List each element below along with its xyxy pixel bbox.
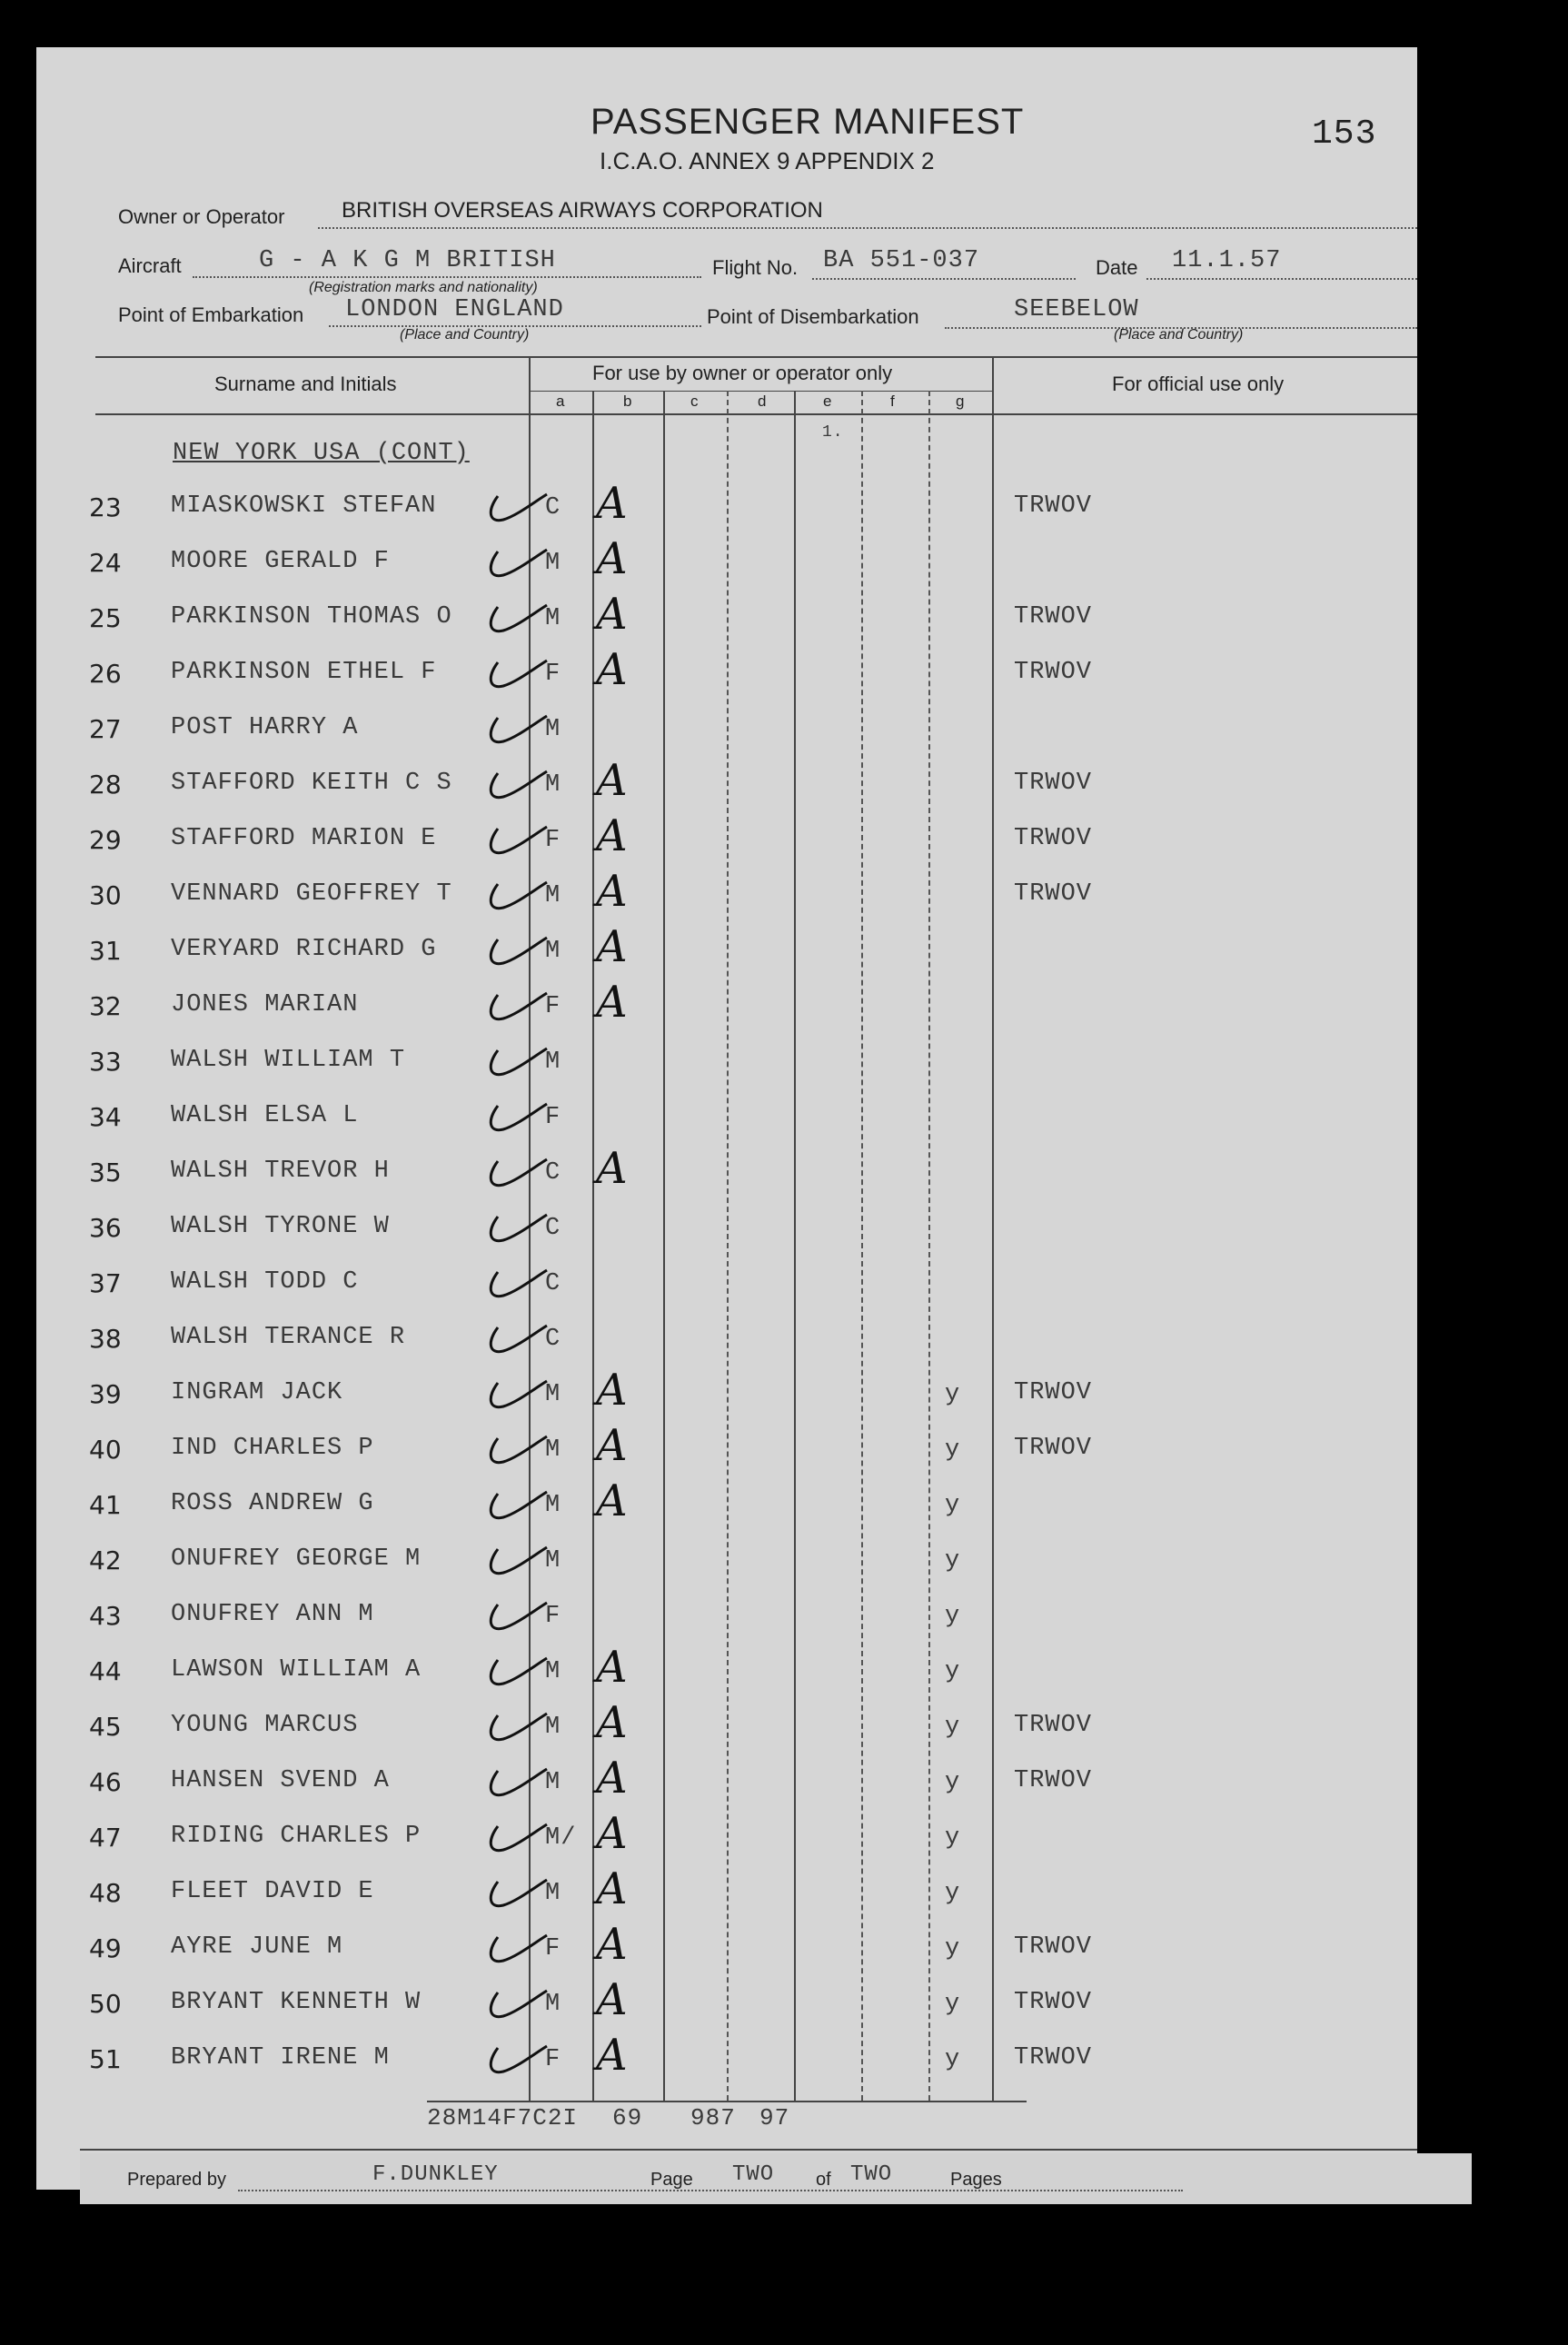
sex-code: M: [545, 1436, 561, 1464]
sex-code: M: [545, 1547, 561, 1575]
official-code: TRWOV: [1014, 659, 1093, 686]
row-number: 27: [89, 714, 122, 744]
page-number: 153: [1312, 114, 1377, 154]
check-mark-icon: [480, 1481, 552, 1526]
sex-code: M: [545, 1048, 561, 1076]
date-value: 11.1.57: [1172, 247, 1282, 274]
check-mark-icon: [480, 927, 552, 972]
handwritten-mark: A: [596, 1974, 628, 2025]
sex-code: M: [545, 1769, 561, 1796]
passenger-name: WALSH TODD C: [171, 1268, 359, 1296]
sex-code: M: [545, 938, 561, 965]
row-number: 48: [89, 1878, 122, 1908]
row-number: 25: [89, 603, 122, 633]
flight-value: BA 551-037: [823, 247, 980, 274]
row-number: 47: [89, 1823, 122, 1853]
passenger-name: BRYANT IRENE M: [171, 2044, 390, 2072]
prepared-label: Prepared by: [127, 2170, 226, 2190]
handwritten-mark: A: [596, 2030, 628, 2081]
of-value: TWO: [850, 2162, 893, 2187]
col-b-letter: b: [623, 392, 632, 410]
row-number: 50: [89, 1989, 122, 2019]
passenger-name: LAWSON WILLIAM A: [171, 1656, 422, 1684]
passenger-name: MIASKOWSKI STEFAN: [171, 492, 437, 520]
embarkation-label: Point of Embarkation: [118, 303, 304, 326]
handwritten-mark: A: [596, 810, 628, 861]
handwritten-mark: A: [596, 1919, 628, 1970]
page-value: TWO: [732, 2162, 775, 2187]
row-number: 26: [89, 659, 122, 689]
row-number: 40: [89, 1435, 122, 1465]
col-g-mark: y: [945, 1603, 961, 1630]
passenger-name: WALSH TYRONE W: [171, 1213, 390, 1240]
row-number: 44: [89, 1656, 122, 1686]
totals-d: 97: [759, 2104, 790, 2131]
row-number: 23: [89, 492, 122, 522]
check-mark-icon: [480, 1093, 552, 1138]
col-g-mark: y: [945, 1935, 961, 1962]
check-mark-icon: [480, 1204, 552, 1249]
handwritten-mark: A: [596, 755, 628, 806]
row-number: 32: [89, 991, 122, 1021]
official-code: TRWOV: [1014, 1379, 1093, 1406]
row-number: 24: [89, 548, 122, 578]
sex-code: M: [545, 1658, 561, 1685]
check-mark-icon: [480, 1924, 552, 1970]
row-number: 46: [89, 1767, 122, 1797]
sex-code: F: [545, 1603, 561, 1630]
sex-code: M: [545, 882, 561, 909]
sex-code: F: [545, 661, 561, 688]
of-label: of: [816, 2170, 831, 2190]
check-mark-icon: [480, 816, 552, 861]
pages-label: Pages: [950, 2170, 1002, 2190]
passenger-name: STAFFORD MARION E: [171, 825, 437, 852]
row-number: 34: [89, 1102, 122, 1132]
row-number: 29: [89, 825, 122, 855]
col-a-letter: a: [556, 392, 565, 410]
check-mark-icon: [480, 1703, 552, 1748]
row-number: 38: [89, 1324, 122, 1354]
check-mark-icon: [480, 1315, 552, 1360]
col-g-letter: g: [956, 392, 965, 410]
handwritten-mark: A: [596, 1143, 628, 1194]
sex-code: F: [545, 1935, 561, 1962]
passenger-name: WALSH WILLIAM T: [171, 1047, 406, 1074]
check-mark-icon: [480, 483, 552, 529]
row-number: 49: [89, 1933, 122, 1963]
passenger-name: PARKINSON THOMAS O: [171, 603, 452, 631]
handwritten-mark: A: [596, 589, 628, 640]
column-e-mark: 1.: [822, 423, 844, 442]
check-mark-icon: [480, 1592, 552, 1637]
official-code: TRWOV: [1014, 1989, 1093, 2016]
passenger-name: HANSEN SVEND A: [171, 1767, 390, 1794]
official-code: TRWOV: [1014, 825, 1093, 852]
owner-label: Owner or Operator: [118, 205, 285, 228]
check-mark-icon: [480, 1426, 552, 1471]
col-g-mark: y: [945, 1658, 961, 1685]
check-mark-icon: [480, 1869, 552, 1914]
aircraft-note: (Registration marks and nationality): [309, 280, 538, 295]
col-g-mark: y: [945, 1381, 961, 1408]
check-mark-icon: [480, 705, 552, 750]
check-mark-icon: [480, 760, 552, 806]
check-mark-icon: [480, 1980, 552, 2025]
official-code: TRWOV: [1014, 1933, 1093, 1961]
col-g-mark: y: [945, 1714, 961, 1741]
sex-code: F: [545, 827, 561, 854]
check-mark-icon: [480, 1536, 552, 1582]
passenger-name: YOUNG MARCUS: [171, 1712, 359, 1739]
row-number: 37: [89, 1268, 122, 1298]
official-code: TRWOV: [1014, 1435, 1093, 1462]
sex-code: M: [545, 1492, 561, 1519]
col-g-mark: y: [945, 1547, 961, 1575]
col-c-letter: c: [690, 392, 699, 410]
passenger-name: PARKINSON ETHEL F: [171, 659, 437, 686]
col-e-letter: e: [823, 392, 832, 410]
col-g-mark: y: [945, 1436, 961, 1464]
col-g-mark: y: [945, 1492, 961, 1519]
manifest-title: PASSENGER MANIFEST: [590, 102, 1025, 142]
official-code: TRWOV: [1014, 880, 1093, 908]
sex-code: C: [545, 1215, 561, 1242]
row-number: 39: [89, 1379, 122, 1409]
totals-name: 28M14F7C2I: [427, 2104, 579, 2131]
sex-code: M: [545, 1714, 561, 1741]
col-g-mark: y: [945, 1991, 961, 2018]
col-f-letter: f: [890, 392, 895, 410]
col-g-mark: y: [945, 2046, 961, 2073]
col-operator-header: For use by owner or operator only: [592, 362, 893, 384]
row-number: 51: [89, 2044, 122, 2074]
col-name-header: Surname and Initials: [214, 373, 397, 395]
totals-b: 69: [612, 2104, 643, 2131]
row-number: 36: [89, 1213, 122, 1243]
row-number: 35: [89, 1158, 122, 1187]
row-number: 43: [89, 1601, 122, 1631]
official-code: TRWOV: [1014, 1767, 1093, 1794]
passenger-name: ONUFREY ANN M: [171, 1601, 374, 1628]
disembarkation-value: SEEBELOW: [1014, 296, 1139, 323]
check-mark-icon: [480, 871, 552, 917]
col-g-mark: y: [945, 1824, 961, 1852]
embarkation-note: (Place and Country): [400, 327, 530, 343]
sex-code: M: [545, 1991, 561, 2018]
handwritten-mark: A: [596, 1642, 628, 1693]
col-g-mark: y: [945, 1880, 961, 1907]
official-code: TRWOV: [1014, 603, 1093, 631]
prepared-value: F.DUNKLEY: [372, 2162, 499, 2187]
section-heading: NEW YORK USA (CONT): [173, 440, 470, 467]
handwritten-mark: A: [596, 533, 628, 584]
col-official-header: For official use only: [1112, 373, 1285, 395]
handwritten-mark: A: [596, 866, 628, 917]
passenger-name: ROSS ANDREW G: [171, 1490, 374, 1517]
passenger-name: VENNARD GEOFFREY T: [171, 880, 452, 908]
sex-code: M: [545, 605, 561, 632]
check-mark-icon: [480, 594, 552, 640]
check-mark-icon: [480, 1038, 552, 1083]
owner-value: BRITISH OVERSEAS AIRWAYS CORPORATION: [342, 198, 823, 223]
sex-code: F: [545, 2046, 561, 2073]
sex-code: M: [545, 1381, 561, 1408]
embarkation-value: LONDON ENGLAND: [345, 296, 564, 323]
passenger-name: WALSH ELSA L: [171, 1102, 359, 1129]
check-mark-icon: [480, 1148, 552, 1194]
passenger-name: IND CHARLES P: [171, 1435, 374, 1462]
sex-code: M: [545, 1880, 561, 1907]
sex-code: C: [545, 1159, 561, 1187]
official-code: TRWOV: [1014, 2044, 1093, 2072]
passenger-name: MOORE GERALD F: [171, 548, 390, 575]
handwritten-mark: A: [596, 478, 628, 529]
official-code: TRWOV: [1014, 770, 1093, 797]
handwritten-mark: A: [596, 1863, 628, 1914]
check-mark-icon: [480, 539, 552, 584]
handwritten-mark: A: [596, 1476, 628, 1526]
passenger-name: BRYANT KENNETH W: [171, 1989, 422, 2016]
disembarkation-note: (Place and Country): [1114, 327, 1244, 343]
page-label: Page: [650, 2170, 693, 2190]
official-code: TRWOV: [1014, 492, 1093, 520]
passenger-name: VERYARD RICHARD G: [171, 936, 437, 963]
disembarkation-label: Point of Disembarkation: [707, 305, 919, 328]
check-mark-icon: [480, 1370, 552, 1416]
sex-code: M: [545, 716, 561, 743]
date-label: Date: [1096, 256, 1138, 279]
sex-code: C: [545, 1270, 561, 1297]
check-mark-icon: [480, 1813, 552, 1859]
row-number: 42: [89, 1545, 122, 1575]
handwritten-mark: A: [596, 1365, 628, 1416]
sex-code: F: [545, 1104, 561, 1131]
row-number: 28: [89, 770, 122, 800]
check-mark-icon: [480, 1647, 552, 1693]
official-code: TRWOV: [1014, 1712, 1093, 1739]
passenger-name: WALSH TREVOR H: [171, 1158, 390, 1185]
passenger-name: AYRE JUNE M: [171, 1933, 343, 1961]
sex-code: C: [545, 1326, 561, 1353]
row-number: 45: [89, 1712, 122, 1742]
handwritten-mark: A: [596, 1808, 628, 1859]
passenger-name: STAFFORD KEITH C S: [171, 770, 452, 797]
col-g-mark: y: [945, 1769, 961, 1796]
handwritten-mark: A: [596, 921, 628, 972]
flight-label: Flight No.: [712, 256, 799, 279]
col-d-letter: d: [758, 392, 767, 410]
passenger-name: INGRAM JACK: [171, 1379, 343, 1406]
row-number: 31: [89, 936, 122, 966]
manifest-subtitle: I.C.A.O. ANNEX 9 APPENDIX 2: [600, 147, 935, 174]
passenger-name: ONUFREY GEORGE M: [171, 1545, 422, 1573]
aircraft-label: Aircraft: [118, 254, 182, 277]
check-mark-icon: [480, 2035, 552, 2081]
sex-code: M: [545, 550, 561, 577]
passenger-name: JONES MARIAN: [171, 991, 359, 1018]
sex-code: M: [545, 771, 561, 799]
row-number: 30: [89, 880, 122, 910]
passenger-name: FLEET DAVID E: [171, 1878, 374, 1905]
row-number: 33: [89, 1047, 122, 1077]
handwritten-mark: A: [596, 977, 628, 1028]
passenger-name: RIDING CHARLES P: [171, 1823, 422, 1850]
aircraft-value: G - A K G M BRITISH: [259, 247, 556, 274]
check-mark-icon: [480, 650, 552, 695]
check-mark-icon: [480, 982, 552, 1028]
totals-c: 987: [690, 2104, 736, 2131]
handwritten-mark: A: [596, 1697, 628, 1748]
passenger-name: WALSH TERANCE R: [171, 1324, 406, 1351]
passenger-name: POST HARRY A: [171, 714, 359, 741]
sex-code: F: [545, 993, 561, 1020]
handwritten-mark: A: [596, 644, 628, 695]
row-number: 41: [89, 1490, 122, 1520]
sex-code: M/: [545, 1824, 577, 1852]
sex-code: C: [545, 494, 561, 522]
handwritten-mark: A: [596, 1420, 628, 1471]
check-mark-icon: [480, 1758, 552, 1803]
check-mark-icon: [480, 1259, 552, 1305]
handwritten-mark: A: [596, 1753, 628, 1803]
